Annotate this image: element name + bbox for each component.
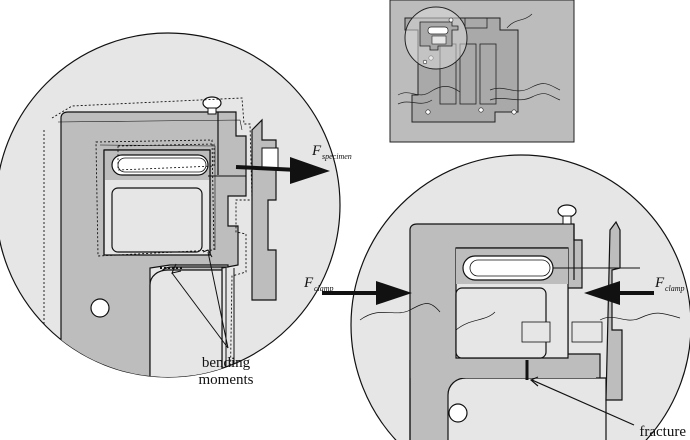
bending-moments-label [199, 355, 254, 388]
f-specimen-sub: specimen [322, 152, 352, 161]
fracture-label: fracture [639, 424, 686, 440]
overview-inset [390, 0, 574, 142]
f-clamp-right-main: F [655, 275, 665, 291]
bending-line-1: bending [201, 355, 251, 371]
left-detail-circle [0, 33, 340, 400]
f-specimen-main: F [312, 143, 322, 159]
f-clamp-right-sub: clamp [665, 284, 685, 293]
f-clamp-left-main: F [304, 275, 314, 291]
f-clamp-left-sub: clamp [314, 284, 334, 293]
f-specimen-label [311, 143, 352, 161]
bending-line-2: moments [198, 372, 254, 388]
right-detail-circle [322, 155, 690, 440]
